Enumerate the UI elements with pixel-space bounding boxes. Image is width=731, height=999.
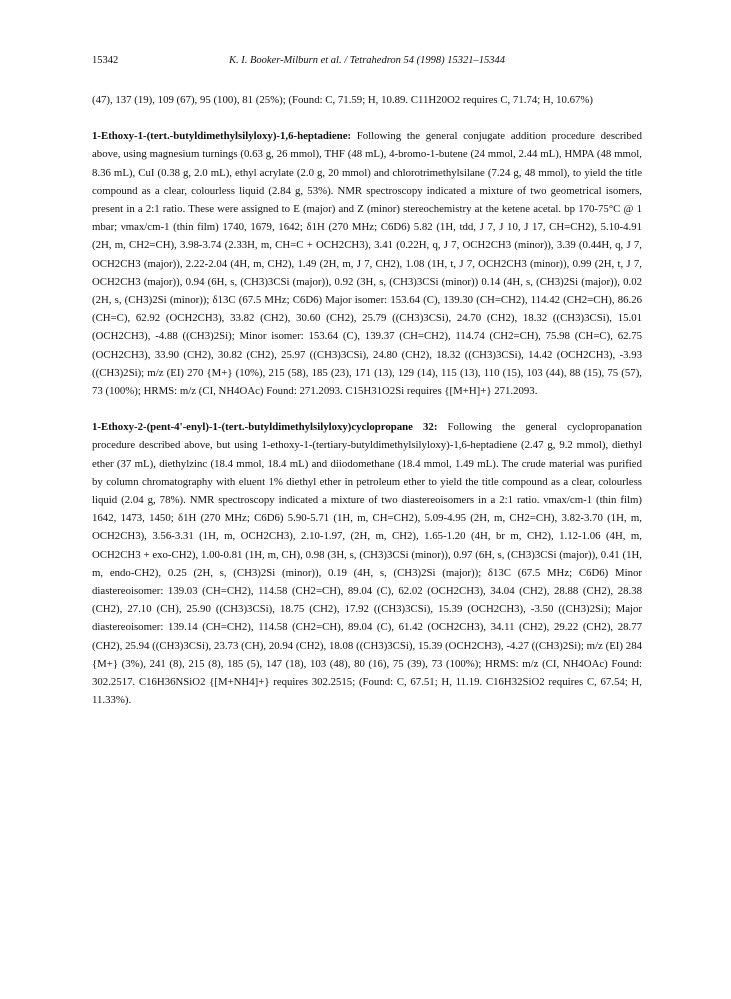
paragraph-continuation bbox=[92, 91, 642, 109]
article-body bbox=[92, 91, 642, 710]
paragraph-text: Following the general conjugate addition procedure described above, using magnesium turnings (0.63 g, 26 mmol), THF (48 mL), 4-bromo-1-butene (24 mmol, 2.44 mL), HMPA (48 mmol, 8.36 mL), CuI (0.38 g, 2.0 mL), ethyl acrylate (2.0 g, 20 mmol) and chlorotrimethylsilane (7.24 g, 48 mmol), to yield the title compound as a clear, colourless liquid (2.84 g, 53%). NMR spectroscopy indicated a mixture of two geometrical isomers, present in a 2:1 ratio. These were assigned to E (major) and Z (minor) stereochemistry at the ketene acetal. bp 170-75°C @ 1 mbar; νmax/cm-1 (thin film) 1740, 1679, 1642; δ1H (270 MHz; C6D6) 5.82 (1H, tdd, J 7, J 10, J 17, CH=CH2), 5.10-4.91 (2H, m, CH2=CH), 3.98-3.74 (2.33H, m, CH=C + OCH2CH3), 3.41 (0.22H, q, J 7, OCH2CH3 (minor)), 3.39 (0.44H, q, J 7, OCH2CH3 (major)), 2.22-2.04 (4H, m, CH2), 1.49 (2H, m, J 7, CH2), 1.08 (1H, t, J 7, OCH2CH3 (minor)), 0.99 (2H, t, J 7, OCH2CH3 (major)), 0.94 (6H, s, (CH3)3CSi (major)), 0.92 (3H, s, (CH3)3CSi (minor)) 0.14 (4H, s, (CH3)2Si (major)), 0.02 (2H, s, (CH3)2Si (minor)); δ13C (67.5 MHz; C6D6) Major isomer: 153.64 (C), 139.30 (CH=CH2), 114.42 (CH2=CH), 86.26 (CH=C), 62.92 (OCH2CH3), 33.82 (CH2), 30.60 (CH2), 25.79 ((CH3)3CSi), 24.70 (CH2), 18.32 ((CH3)3CSi), 15.01 (OCH2CH3), -4.88 ((CH3)2Si); Minor isomer: 153.64 (C), 139.37 (CH=CH2), 114.74 (CH2=CH), 75.98 (CH=C), 62.75 (OCH2CH3), 33.90 (CH2), 30.82 (CH2), 25.97 ((CH3)3CSi), 24.80 (CH2), 18.32 ((CH3)3CSi), 14.42 (OCH2CH3), -3.93 ((CH3)2Si); m/z (EI) 270 {M+} (10%), 215 (58), 185 (23), 171 (13), 129 (14), 115 (13), 110 (15), 103 (44), 88 (15), 75 (57), 73 (100%); HRMS: m/z (CI, NH4OAc) Found: 271.2093. C15H31O2Si requires {[M+H]+} 271.2093. bbox=[92, 130, 643, 398]
compound-paragraph-cyclopropane bbox=[92, 418, 642, 709]
page-number: 15342 bbox=[92, 55, 119, 66]
compound-paragraph-heptadiene bbox=[92, 127, 642, 400]
running-title: K. I. Booker-Milburn et al. / Tetrahedron 54 (1998) 15321–15344 bbox=[228, 55, 506, 66]
compound-title: 1-Ethoxy-1-(tert.-butyldimethylsilyloxy)-1,6-heptadiene: bbox=[92, 130, 352, 143]
paragraph-text: Following the general cyclopropanation procedure described above, but using 1-ethoxy-1-(tertiary-butyldimethylsilyloxy)-1,6-heptadiene (2.47 g, 9.2 mmol), diethyl ether (37 mL), diethylzinc (18.4 mmol, 18.4 mL) and diiodomethane (18.4 mmol, 1.49 mL). The crude material was purified by column chromatography with eluent 1% diethyl ether in petroleum ether to yield the title compound as a clear, colourless liquid (2.04 g, 78%). NMR spectroscopy indicated a mixture of two diastereoisomers in a 2:1 ratio. νmax/cm-1 (thin film) 1642, 1473, 1450; δ1H (270 MHz; C6D6) 5.90-5.71 (1H, m, CH=CH2), 5.09-4.95 (2H, m, CH2=CH), 3.82-3.70 (1H, m, OCH2CH3), 3.56-3.31 (1H, m, OCH2CH3), 2.10-1.97, (2H, m, CH2), 1.65-1.20 (4H, br m, CH2), 1.12-1.06 (4H, m, OCH2CH3 + exo-CH2), 1.00-0.81 (1H, m, CH), 0.98 (3H, s, (CH3)3CSi (minor)), 0.97 (6H, s, (CH3)3CSi (major)), 0.41 (1H, m, endo-CH2), 0.25 (2H, s, (CH3)2Si (minor)), 0.19 (4H, s, (CH3)2Si (major)); δ13C (67.5 MHz; C6D6) Minor diastereoisomer: 139.03 (CH=CH2), 114.58 (CH2=CH), 89.04 (C), 62.02 (OCH2CH3), 34.04 (CH2), 28.88 (CH2), 28.38 (CH2), 27.10 (CH), 25.90 ((CH3)3CSi), 18.75 (CH2), 17.92 ((CH3)3CSi), 15.39 (OCH2CH3), -3.50 ((CH3)2Si); Major diastereoisomer: 139.14 (CH=CH2), 114.58 (CH2=CH), 89.04 (C), 61.42 (OCH2CH3), 34.11 (CH2), 29.22 (CH2), 28.77 (CH2), 25.94 ((CH3)3CSi), 23.73 (CH), 20.94 (CH2), 18.08 ((CH3)3CSi), 15.39 (OCH2CH3), -4.27 ((CH3)2Si); m/z (EI) 284 {M+} (3%), 241 (8), 215 (8), 185 (5), 147 (18), 103 (48), 80 (16), 75 (39), 73 (100%); HRMS: m/z (CI, NH4OAc) Found: 302.2517. C16H36NSiO2 {[M+NH4]+} requires 302.2515; (Found: C, 67.51; H, 11.19. C16H32SiO2 requires C, 67.54; H, 11.33%). bbox=[92, 421, 643, 707]
paragraph-text: (47), 137 (19), 109 (67), 95 (100), 81 (25%); (Found: C, 71.59; H, 10.89. C11H20O2 requires C, 71.74; H, 10.67%) bbox=[92, 94, 594, 106]
page-header bbox=[92, 55, 642, 71]
compound-title: 1-Ethoxy-2-(pent-4'-enyl)-1-(tert.-butyldimethylsilyloxy)cyclopropane 32: bbox=[92, 421, 438, 434]
